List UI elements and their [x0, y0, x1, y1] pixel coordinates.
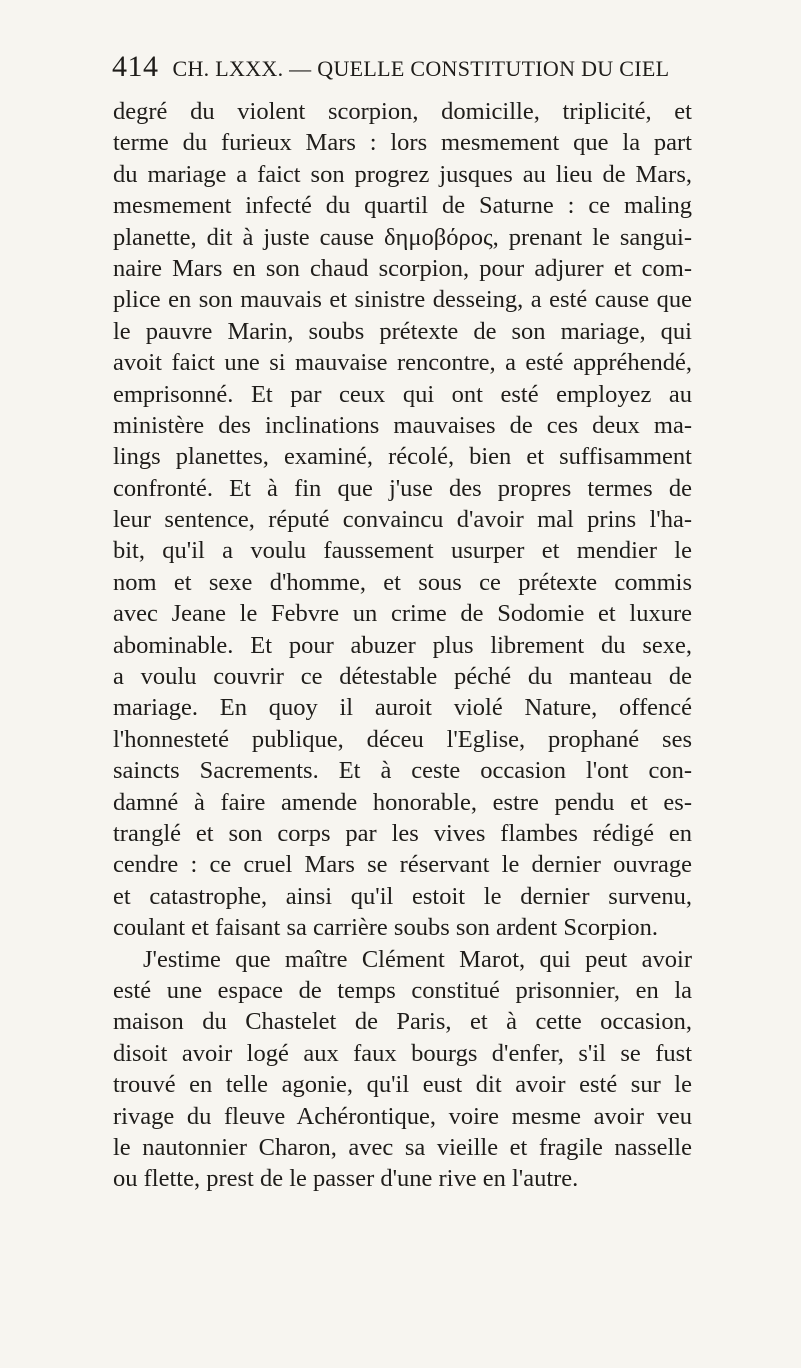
text-line: terme du furieux Mars : lors mesmement que la part — [113, 129, 692, 157]
text-line: emprisonné. Et par ceux qui ont esté employez au — [113, 380, 692, 408]
text-line: esté une espace de temps constitué prisonnier, en la — [113, 976, 692, 1004]
text-line: avoit faict une si mauvaise rencontre, a esté appréhendé, — [113, 349, 692, 377]
text-line: saincts Sacrements. Et à ceste occasion l'ont con- — [113, 757, 692, 785]
running-title: CH. LXXX. — QUELLE CONSTITUTION DU CIEL — [172, 56, 670, 81]
text-line: leur sentence, réputé convaincu d'avoir mal prins l'ha- — [113, 506, 692, 534]
text-line: rivage du fleuve Achérontique, voire mesme avoir veu — [113, 1102, 692, 1130]
text-line: a voulu couvrir ce détestable péché du manteau de — [113, 663, 692, 691]
text-line: disoit avoir logé aux faux bourgs d'enfer, s'il se fust — [113, 1039, 692, 1067]
text-line: plice en son mauvais et sinistre desseing, a esté cause que — [113, 286, 692, 314]
text-line: du mariage a faict son progrez jusques au lieu de Mars, — [113, 160, 692, 188]
text-line: damné à faire amende honorable, estre pendu et es- — [113, 788, 692, 816]
text-line: planette, dit à juste cause δημοβόρος, prenant le sangui- — [113, 223, 692, 251]
text-line: nom et sexe d'homme, et sous ce prétexte commis — [113, 568, 692, 596]
text-line: trouvé en telle agonie, qu'il eust dit avoir esté sur le — [113, 1071, 692, 1099]
text-line: mariage. En quoy il auroit violé Nature, offencé — [113, 694, 692, 722]
text-line: le pauvre Marin, soubs prétexte de son mariage, qui — [113, 317, 692, 345]
text-line: et catastrophe, ainsi qu'il estoit le dernier survenu, — [113, 882, 692, 910]
text-line: cendre : ce cruel Mars se réservant le dernier ouvrage — [113, 851, 692, 879]
page-number: 414 — [112, 50, 159, 83]
text-line: ou flette, prest de le passer d'une rive en l'autre. — [113, 1165, 579, 1193]
text-line: avec Jeane le Febvre un crime de Sodomie et luxure — [113, 600, 692, 628]
text-line: confronté. Et à fin que j'use des propres termes de — [113, 474, 692, 502]
text-line: l'honnesteté publique, déceu l'Eglise, prophané ses — [113, 725, 692, 753]
text-line: mesmement infecté du quartil de Saturne : ce maling — [113, 192, 692, 220]
text-line: bit, qu'il a voulu faussement usurper et mendier le — [113, 537, 692, 565]
text-line: abominable. Et pour abuzer plus librement du sexe, — [113, 631, 692, 659]
running-head — [112, 50, 692, 82]
text-line: tranglé et son corps par les vives flambes rédigé en — [113, 819, 692, 847]
text-line: degré du violent scorpion, domicille, triplicité, et — [113, 98, 692, 125]
text-line: lings planettes, examiné, récolé, bien et suffisamment — [113, 443, 692, 471]
text-line: maison du Chastelet de Paris, et à cette occasion, — [113, 1008, 692, 1036]
body-text — [113, 96, 692, 1195]
text-line: J'estime que maître Clément Marot, qui peut avoir — [143, 945, 692, 973]
text-line: naire Mars en son chaud scorpion, pour adjurer et com- — [113, 254, 692, 282]
text-line: coulant et faisant sa carrière soubs son ardent Scorpion. — [113, 914, 658, 942]
text-line: ministère des inclinations mauvaises de ces deux ma- — [113, 411, 692, 439]
text-line: le nautonnier Charon, avec sa vieille et fragile nasselle — [113, 1133, 692, 1161]
